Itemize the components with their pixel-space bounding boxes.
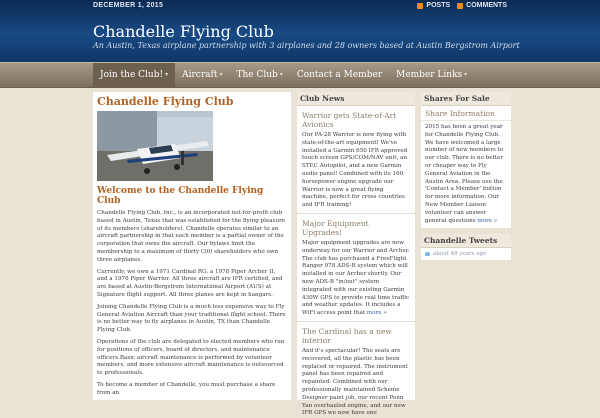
header-date: DECEMBER 1, 2015 — [93, 2, 164, 9]
news-post-title[interactable]: Major Equipment Upgrades! — [302, 218, 369, 237]
divider — [297, 321, 415, 322]
chevron-down-icon: ▾ — [464, 71, 468, 78]
comments-feed-label: COMMENTS — [466, 2, 507, 9]
read-more-link[interactable]: more » — [477, 217, 498, 224]
membership-paragraph: To become a member of Chandelle, you must purchase a share from an — [97, 381, 276, 396]
nav-the-club[interactable] — [229, 63, 289, 87]
share-information-body — [421, 121, 511, 228]
tweet-item — [421, 248, 511, 260]
nav-item-label: Contact a Member — [296, 70, 383, 80]
site-tagline: An Austin, Texas airplane partnership with 3 airplanes and 28 owners based at Austin Bergstrom Airport — [93, 41, 520, 50]
nav-item-label: Aircraft — [182, 70, 218, 80]
club-news-title: Club News — [297, 92, 415, 106]
joining-paragraph: Joining Chandelle Flying Club is a much less expensive way to Fly General Aviation Aircraft than your traditional flight school. There is no better way to fly airplanes in Austin, TX than Chandelle Flying Club. — [97, 303, 286, 334]
share-information-link[interactable]: Share Information — [421, 106, 511, 121]
nav-member-links[interactable] — [389, 63, 474, 87]
share-information-text: 2015 has been a great year for Chandelle Flying Club. We have welcomed a large number of new members to our club. There is no better or cheaper way to Fly General Aviation in the Austin Area. Please use the 'Contact a Member' button for more information. Our New Member Liaison volunteer can answer general questions — [425, 124, 504, 224]
news-post — [297, 111, 415, 210]
feed-links — [417, 2, 507, 9]
intro-paragraph: Chandelle Flying Club, Inc., is an incorporated not-for-profit club based in Austin, Texas that was established for the flying pleasure of its members (shareholders). Chandelle operates similar to an aircraft partnership in that each member is a partial owner of the corporation that owns the aircraft. Our bylaws limit the membership to a maximum of thirty (30) shareholders who own three airplanes. — [97, 210, 286, 263]
chevron-down-icon: ▾ — [279, 71, 283, 78]
rss-icon — [417, 3, 423, 9]
page-title: Chandelle Flying Club — [97, 95, 234, 108]
nav-contact-a-member[interactable] — [290, 63, 389, 87]
tweets-widget — [421, 234, 511, 260]
shares-for-sale-title: Shares For Sale — [421, 92, 511, 106]
tweet-timestamp-link[interactable]: about 48 years ago — [433, 251, 487, 258]
news-post — [297, 327, 415, 418]
twitter-bird-icon — [425, 252, 430, 256]
tweets-title: Chandelle Tweets — [421, 234, 511, 248]
main-content — [93, 92, 291, 400]
top-bar — [0, 0, 600, 14]
shares-for-sale-widget — [421, 92, 511, 228]
nav-item-label: The Club — [236, 70, 278, 80]
main-nav — [0, 62, 600, 88]
divider — [297, 213, 415, 214]
right-sidebar — [421, 92, 511, 400]
chevron-down-icon: ▾ — [165, 71, 169, 78]
rss-icon — [457, 3, 463, 9]
nav-item-label: Member Links — [396, 70, 463, 80]
site-header — [0, 0, 600, 62]
news-post-title[interactable]: The Cardinal has a new interior — [302, 326, 392, 345]
news-post-body: Our PA-28 Warrior is now flying with state-of-the-art equipment! We've installed a Garmin 650 IFR approved touch screen GPS/COM/NAV unit, an STEC Autopilot, and a new Garmin audio panel! Combined with its 160 horsepower engine upgrade our Warrior is now a great flying machine, perfect for cross countries and IFR training! — [302, 132, 408, 209]
read-more-link[interactable]: more » — [366, 310, 387, 317]
operations-paragraph: Operations of the club are delegated to elected members who run for positions of officers, board of directors, and maintenance officers.Basic aircraft maintenance is performed by volunteer members, and more extensive aircraft maintenance is outsourced to professionals. — [97, 338, 285, 377]
news-post-text: Major equipment upgrades are now underway for our Warrior and Archer. The club has purchased a FreeFlight Ranger 978 ADS-B system which will installed in our Archer shortly. Our new ADS-B "in/out" system integrated with our existing Garmin 430W GPS to provide real time traffic and weather updates. It includes a WiFi access point that — [302, 239, 410, 317]
aircraft-paragraph: Currently, we own a 1971 Cardinal RG, a 1978 Piper Archer II, and a 1976 Piper Warrior. All three aircraft are IFR certified, and are based at Austin-Bergstrom International Airport (AUS) at Signature flight support. All three planes are kept in hangars. — [97, 268, 283, 298]
news-post-title[interactable]: Warrior gets State-of-Art Avionics — [302, 111, 397, 129]
club-news-widget — [297, 92, 415, 417]
comments-feed-link[interactable] — [457, 2, 507, 9]
posts-feed-link[interactable] — [417, 2, 450, 9]
site-title-link[interactable]: Chandelle Flying Club — [93, 22, 274, 41]
news-post-body — [302, 240, 410, 318]
chevron-down-icon: ▾ — [219, 71, 223, 78]
news-post-body: And it's spectacular! The seats are recovered, all the plastic has been replaced or repaired. The instrument panel has been repaired and repainted. Combined with our professionally maintained Scheme Designer paint job, our recent Penn Yan overhauled engine, and our new IFR GPS we now have one — [302, 347, 408, 417]
nav-join-the-club[interactable] — [93, 63, 175, 87]
welcome-heading: Welcome to the Chandelle Flying Club — [97, 186, 264, 206]
airplane-photo — [97, 111, 213, 181]
nav-item-label: Join the Club! — [100, 70, 164, 80]
nav-aircraft[interactable] — [175, 63, 229, 87]
news-post — [297, 219, 415, 318]
posts-feed-label: POSTS — [426, 2, 451, 9]
